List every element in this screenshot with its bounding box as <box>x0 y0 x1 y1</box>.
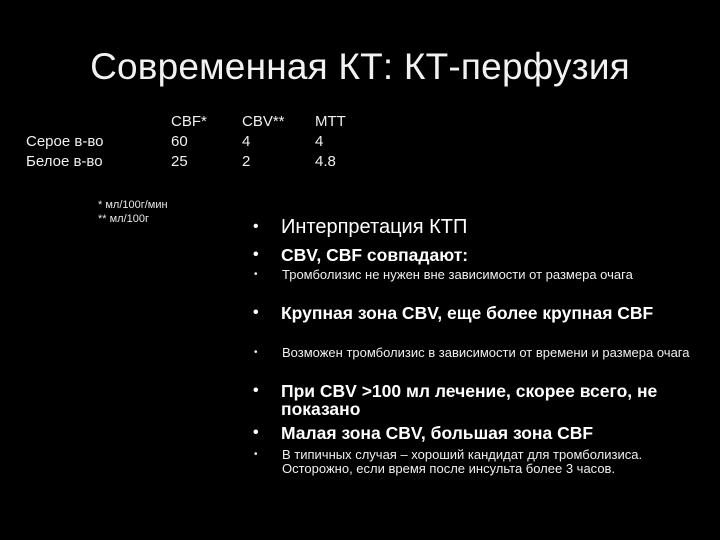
slide-title: Современная КТ: КТ-перфузия <box>90 46 630 87</box>
list-subitem-text: В типичных случая – хороший кандидат для тромболизиса. Осторожно, если время после инсульта более 3 часов. <box>282 447 643 476</box>
list-item-header <box>253 216 703 238</box>
bullet-icon: • <box>254 269 258 280</box>
table-header-mtt: MTT <box>315 113 346 130</box>
footnote-cbv-unit: ** мл/100г <box>98 213 150 225</box>
list-subitem-text: Возможен тромболизис в зависимости от времени и размера очага <box>282 345 690 360</box>
bullet-icon: • <box>254 449 258 460</box>
list-subitem-text: Тромболизис не нужен вне зависимости от размера очага <box>282 267 633 282</box>
table-cell-white-cbv: 2 <box>242 153 251 170</box>
table-cell-gray-mtt: 4 <box>315 133 324 150</box>
list-subitem <box>253 268 703 282</box>
table-cell-gray-cbv: 4 <box>242 133 251 150</box>
table-cell-white-cbf: 25 <box>171 153 188 170</box>
list-item-text: При CBV >100 мл лечение, скорее всего, не показано <box>281 381 658 419</box>
list-item <box>253 246 703 264</box>
bullet-icon: • <box>254 347 258 358</box>
list-item <box>253 382 703 418</box>
footnote-cbf-unit: * мл/100г/мин <box>98 199 168 211</box>
table-cell-white-mtt: 4.8 <box>315 153 336 170</box>
list-subitem <box>253 346 703 360</box>
bullet-icon: • <box>253 246 259 263</box>
table-cell-gray-cbf: 60 <box>171 133 188 150</box>
bullet-icon: • <box>253 218 259 235</box>
list-item-text: Крупная зона CBV, еще более крупная CBF <box>281 303 654 323</box>
list-item-text: CBV, CBF совпадают: <box>281 245 469 265</box>
list-subitem <box>253 448 703 476</box>
table-row-label-white: Белое в-во <box>26 153 103 170</box>
bullet-icon: • <box>253 304 259 321</box>
bullet-icon: • <box>253 424 259 441</box>
bullet-icon: • <box>253 382 259 399</box>
table-row-label-gray: Серое в-во <box>26 133 104 150</box>
table-header-cbf: CBF* <box>171 113 207 130</box>
list-item <box>253 304 703 322</box>
table-header-cbv: CBV** <box>242 113 285 130</box>
list-header-text: Интерпретация КТП <box>281 216 468 238</box>
list-item <box>253 424 703 442</box>
list-item-text: Малая зона CBV, большая зона CBF <box>281 423 594 443</box>
